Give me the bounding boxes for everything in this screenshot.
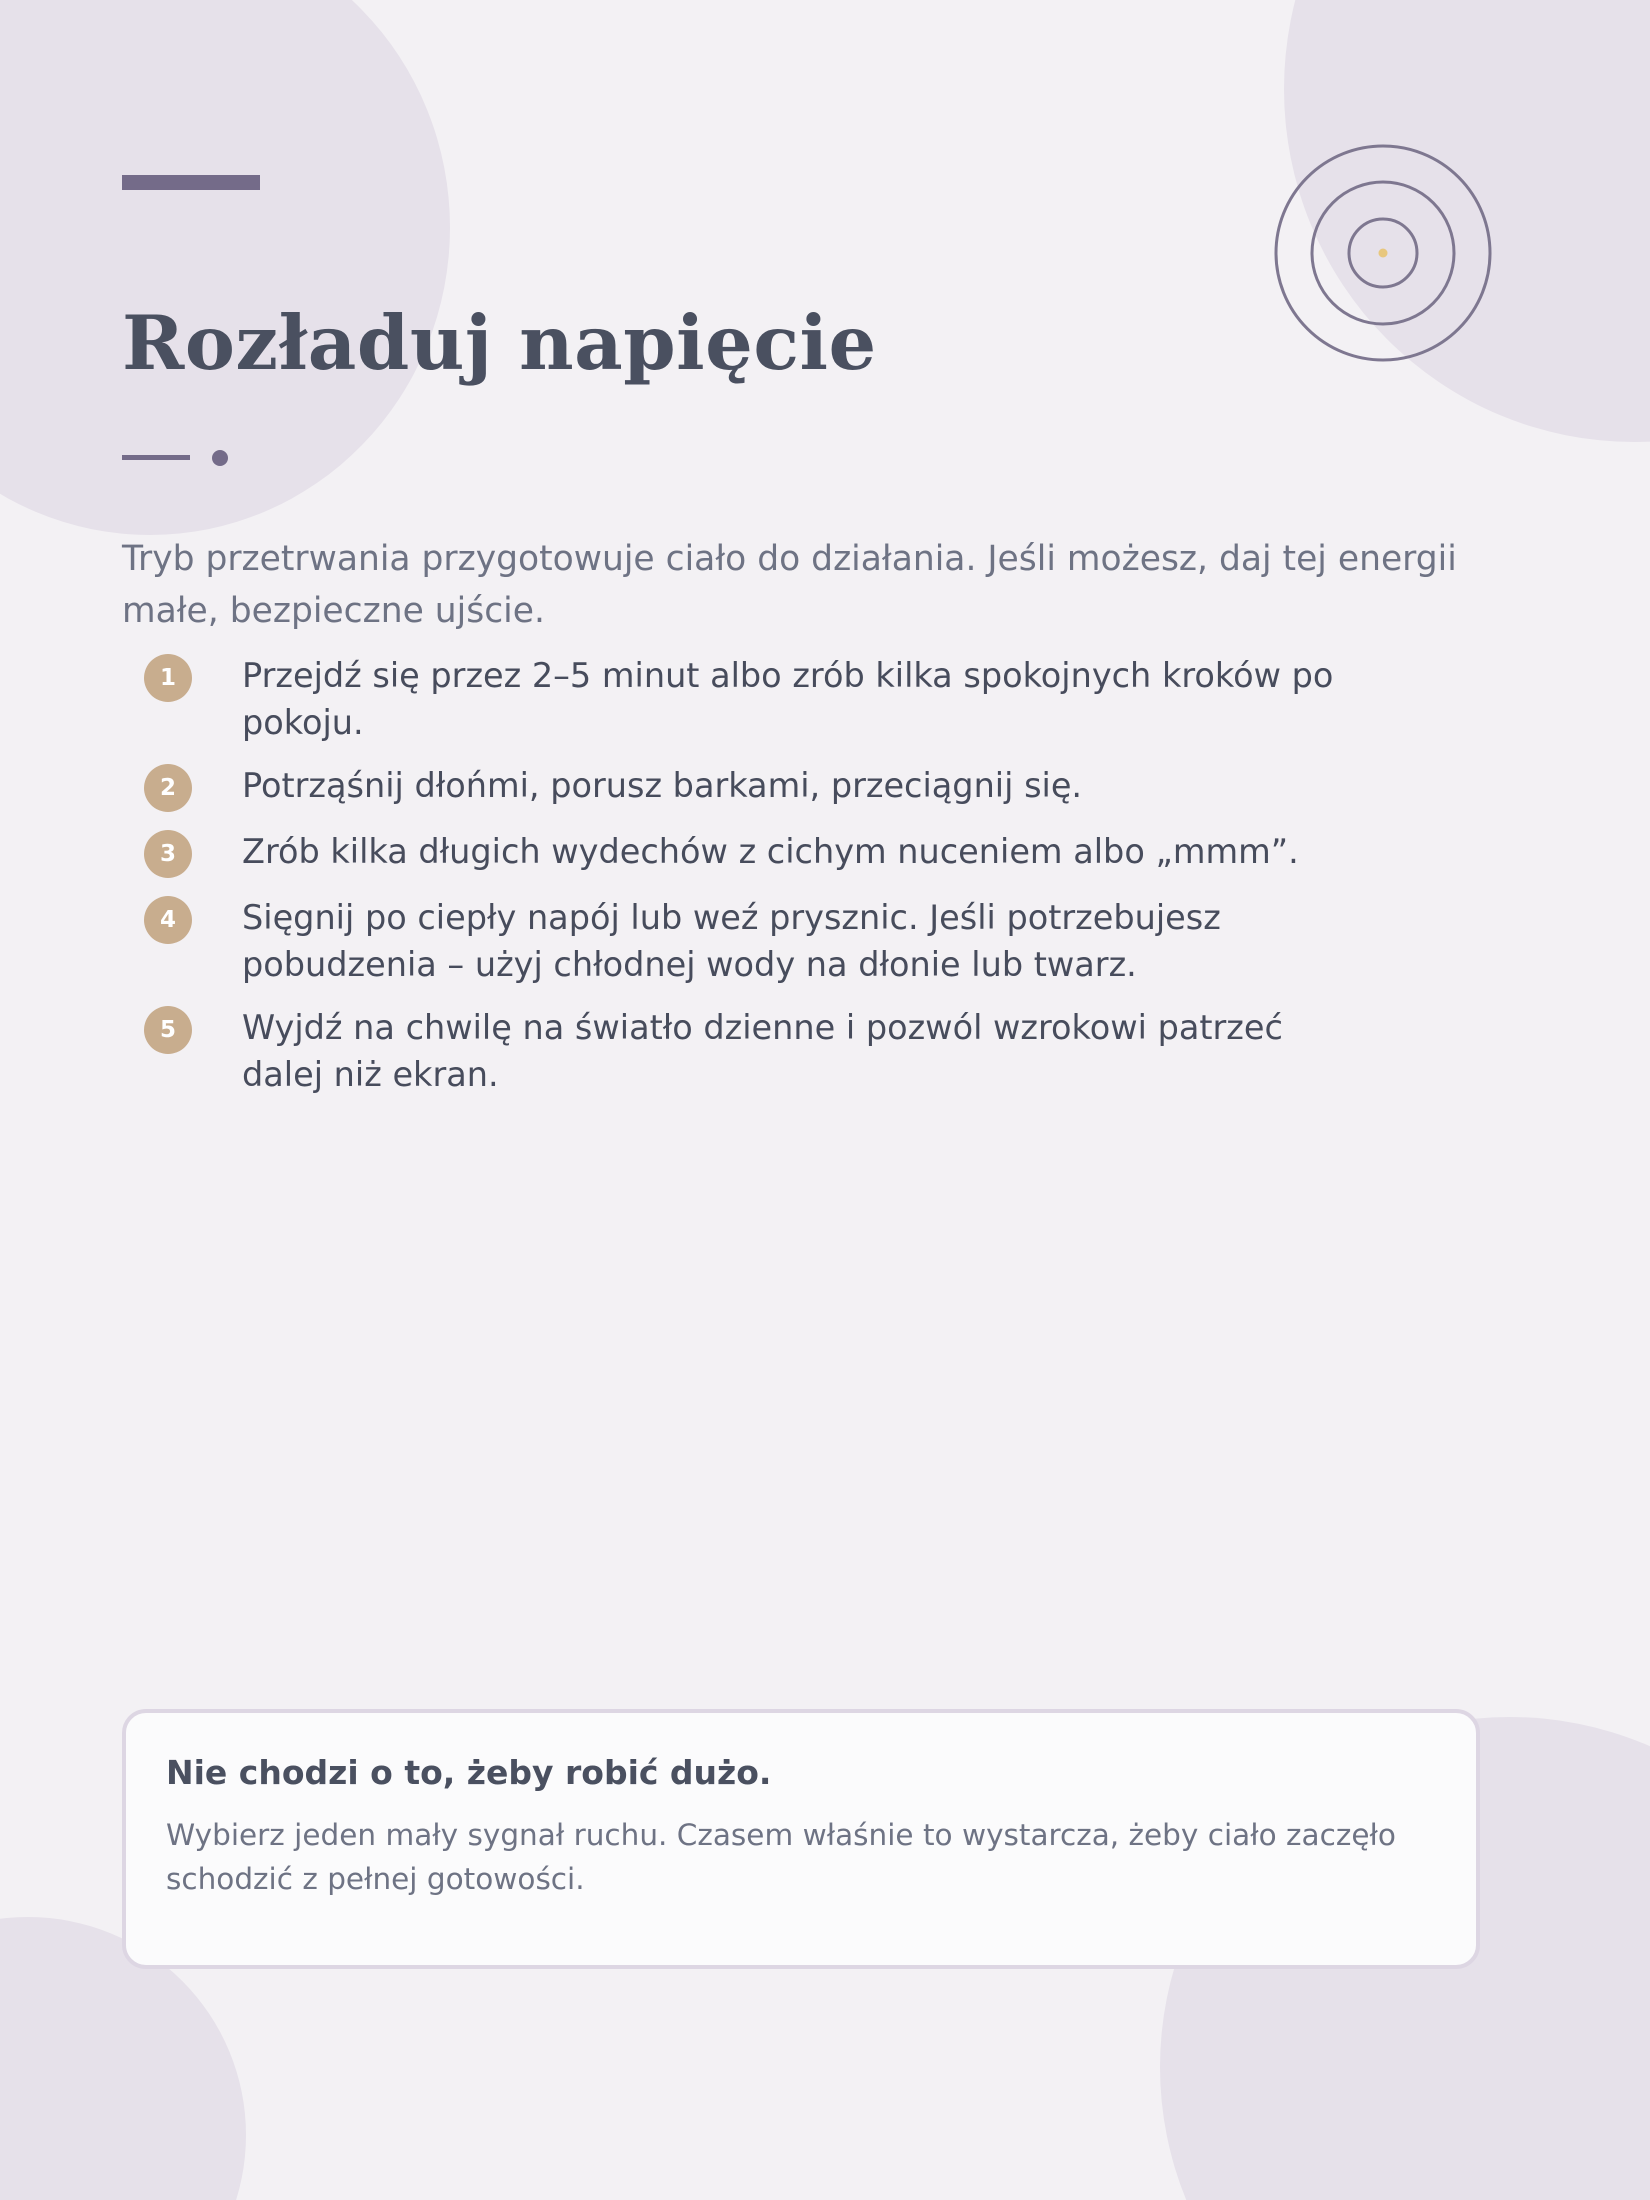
list-item	[144, 894, 1374, 988]
step-number-badge: 5	[144, 1006, 192, 1054]
note-card	[122, 1709, 1480, 1969]
list-item	[144, 762, 1374, 812]
list-item	[144, 828, 1374, 878]
note-title: Nie chodzi o to, żeby robić dużo.	[166, 1753, 772, 1792]
divider-dot	[212, 450, 228, 466]
accent-bar	[122, 175, 260, 190]
concentric-circles-icon	[1272, 142, 1494, 364]
divider-dash	[122, 455, 190, 460]
step-number-badge: 1	[144, 654, 192, 702]
note-text: Wybierz jeden mały sygnał ruchu. Czasem właśnie to wystarcza, żeby ciało zaczęło schodzić z pełnej gotowości.	[166, 1818, 1396, 1896]
list-item	[144, 1004, 1374, 1098]
list-item	[144, 652, 1374, 746]
step-text: Sięgnij po ciepły napój lub weź prysznic. Jeśli potrzebujesz pobudzenia – użyj chłodnej wody na dłonie lub twarz.	[242, 898, 1221, 984]
step-number-badge: 2	[144, 764, 192, 812]
intro-text: Tryb przetrwania przygotowuje ciało do działania. Jeśli możesz, daj tej energii małe, bezpieczne ujście.	[122, 539, 1457, 631]
step-number-badge: 3	[144, 830, 192, 878]
step-number-badge: 4	[144, 896, 192, 944]
step-text: Zrób kilka długich wydechów z cichym nuceniem albo „mmm”.	[242, 832, 1299, 871]
page-title: Rozładuj napięcie	[122, 299, 877, 387]
steps-list	[144, 652, 1374, 1114]
step-text: Wyjdź na chwilę na światło dzienne i pozwól wzrokowi patrzeć dalej niż ekran.	[242, 1008, 1283, 1094]
step-text: Przejdź się przez 2–5 minut albo zrób kilka spokojnych kroków po pokoju.	[242, 656, 1334, 742]
step-text: Potrząśnij dłońmi, porusz barkami, przeciągnij się.	[242, 766, 1083, 805]
